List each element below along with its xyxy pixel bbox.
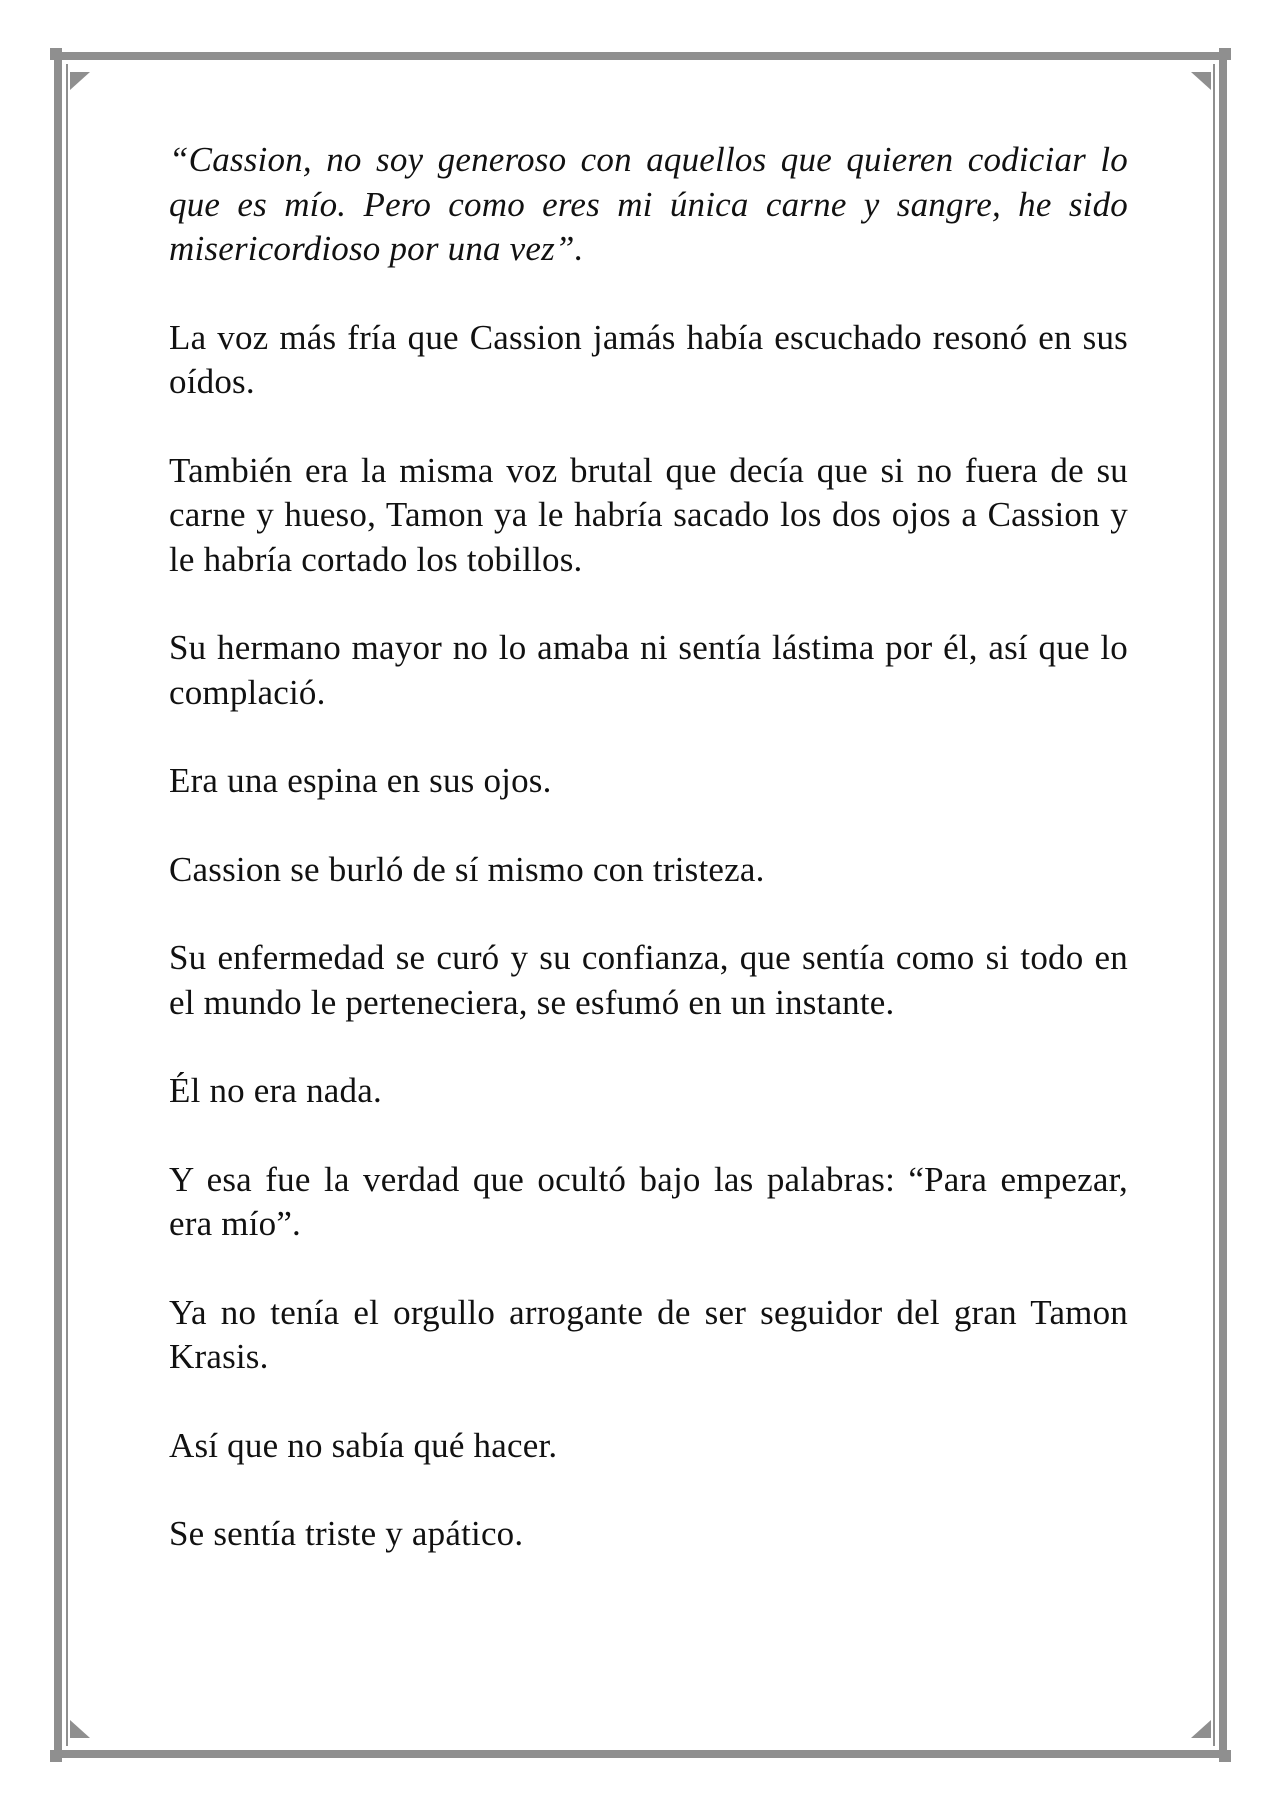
corner-square-tr	[1219, 48, 1231, 60]
corner-square-tl	[50, 48, 62, 60]
corner-square-br	[1219, 1750, 1231, 1762]
paragraph-6: Cassion se burló de sí mismo con tristeza.	[169, 849, 765, 889]
frame-bottom-bar	[58, 1750, 1223, 1758]
corner-triangle-tl	[70, 72, 90, 90]
frame-top-bar	[58, 52, 1223, 60]
paragraph-7: Su enfermedad se curó y su confianza, que sentía como si todo en el mundo le perteneciera, se esfumó en un instante.	[169, 938, 1128, 1022]
paragraph-11: Así que no sabía qué hacer.	[169, 1425, 558, 1465]
corner-square-bl	[50, 1750, 62, 1762]
paragraph-4: Su hermano mayor no lo amaba ni sentía lástima por él, así que lo complació.	[169, 628, 1128, 712]
corner-triangle-bl	[70, 1720, 90, 1738]
corner-triangle-tr	[1191, 72, 1211, 90]
paragraph-9: Y esa fue la verdad que ocultó bajo las palabras: “Para empezar, era mío”.	[169, 1159, 1128, 1243]
frame-right-bar	[1219, 56, 1227, 1754]
paragraph-3: También era la misma voz brutal que decía que si no fuera de su carne y hueso, Tamon ya le habría sacado los dos ojos a Cassion y le habría cortado los tobillos.	[169, 450, 1128, 579]
paragraph-12: Se sentía triste y apático.	[169, 1514, 524, 1553]
corner-triangle-br	[1191, 1720, 1211, 1738]
page-body	[169, 138, 1128, 1601]
paragraph-1-dialogue: “Cassion, no soy generoso con aquellos que quieren codiciar lo que es mío. Pero como eres mi única carne y sangre, he sido misericordioso por una vez”.	[169, 140, 1128, 268]
frame-left-bar	[54, 56, 62, 1754]
paragraph-8: Él no era nada.	[169, 1071, 382, 1110]
paragraph-10: Ya no tenía el orgullo arrogante de ser seguidor del gran Tamon Krasis.	[169, 1292, 1128, 1376]
paragraph-5: Era una espina en sus ojos.	[169, 761, 552, 800]
paragraph-2: La voz más fría que Cassion jamás había escuchado resonó en sus oídos.	[169, 317, 1128, 401]
